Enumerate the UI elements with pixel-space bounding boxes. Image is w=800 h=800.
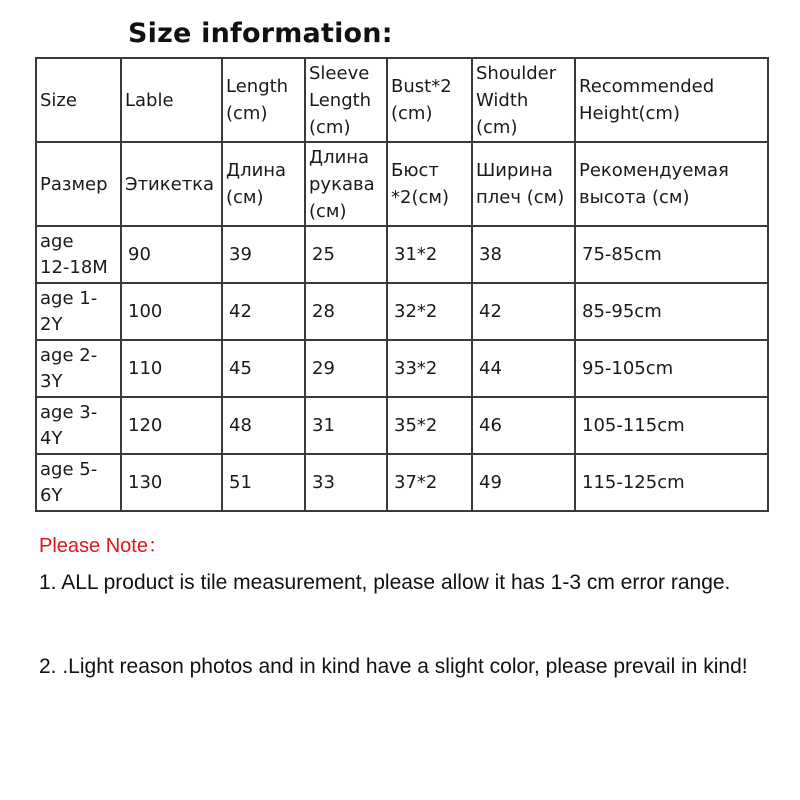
cell-shoulder: 44 [472,340,575,397]
cell-label: 120 [121,397,222,454]
size-text: 4Y [40,427,63,449]
header-text: Ширина [476,160,553,181]
cell-length: 42 [222,283,305,340]
cell-sleeve: 25 [305,226,387,283]
header-text: Длина [309,146,370,168]
cell-size [36,454,121,511]
header-text: Length [309,89,372,111]
cell-bust: 35*2 [387,397,472,454]
header-text: Height(cm) [579,103,680,124]
table-row [36,283,768,340]
header-text: Size [40,89,77,111]
header-text: *2(см) [391,187,449,208]
header-cell-height [575,142,768,226]
header-cell-size [36,58,121,142]
size-text: 6Y [40,484,63,506]
cell-sleeve: 31 [305,397,387,454]
header-text: плеч (см) [476,187,565,208]
header-text: рукава [309,173,375,195]
cell-size [36,340,121,397]
header-text: (cm) [309,116,351,138]
header-text: (cm) [476,116,518,138]
size-text: age [40,230,74,252]
cell-size [36,283,121,340]
header-text: (cm) [391,103,433,124]
cell-length: 45 [222,340,305,397]
header-text: Bust*2 [391,76,452,97]
header-text: (см) [309,200,347,222]
cell-shoulder: 42 [472,283,575,340]
header-text: (см) [226,187,264,208]
cell-height: 105-115cm [575,397,768,454]
cell-bust: 32*2 [387,283,472,340]
cell-length: 39 [222,226,305,283]
cell-bust: 31*2 [387,226,472,283]
note-item-2: 2. .Light reason photos and in kind have a slight color, please prevail in kind! [39,655,748,678]
header-cell-bust [387,142,472,226]
cell-height: 85-95cm [575,283,768,340]
cell-length: 48 [222,397,305,454]
cell-sleeve: 33 [305,454,387,511]
cell-length: 51 [222,454,305,511]
header-cell-length [222,142,305,226]
header-text: (cm) [226,103,268,124]
header-cell-label [121,142,222,226]
cell-label: 100 [121,283,222,340]
size-text: age 3- [40,401,98,423]
table-row [36,397,768,454]
table-row [36,226,768,283]
header-text: Lable [125,89,174,111]
header-text: Размер [40,173,108,195]
size-text: 2Y [40,313,63,335]
size-text: 12-18M [40,256,108,278]
cell-bust: 37*2 [387,454,472,511]
cell-label: 90 [121,226,222,283]
cell-sleeve: 29 [305,340,387,397]
cell-size [36,226,121,283]
cell-bust: 33*2 [387,340,472,397]
header-text: Recommended [579,76,715,97]
table-row [36,340,768,397]
header-row-russian [36,142,768,226]
cell-height: 75-85cm [575,226,768,283]
cell-label: 130 [121,454,222,511]
header-cell-sleeve [305,58,387,142]
header-cell-bust [387,58,472,142]
table-row [36,454,768,511]
page-title: Size information: [128,18,393,49]
header-text: Рекомендуемая [579,160,729,181]
header-cell-shoulder [472,58,575,142]
header-text: Length [226,76,289,97]
header-cell-label [121,58,222,142]
header-cell-sleeve [305,142,387,226]
size-text: age 2- [40,344,98,366]
header-text: Sleeve [309,62,370,84]
cell-shoulder: 49 [472,454,575,511]
cell-shoulder: 38 [472,226,575,283]
header-cell-shoulder [472,142,575,226]
note-item-1: 1. ALL product is tile measurement, please allow it has 1-3 cm error range. [39,571,731,594]
header-text: Этикетка [125,173,215,195]
cell-label: 110 [121,340,222,397]
header-cell-length [222,58,305,142]
size-text: age 1- [40,287,98,309]
header-text: Shoulder [476,62,557,84]
note-title: Please Note： [39,535,168,557]
header-row-english [36,58,768,142]
size-text: age 5- [40,458,98,480]
size-text: 3Y [40,370,63,392]
header-cell-size [36,142,121,226]
cell-size [36,397,121,454]
header-text: Width [476,89,529,111]
header-text: высота (см) [579,187,690,208]
cell-height: 115-125cm [575,454,768,511]
size-table [35,57,769,512]
cell-shoulder: 46 [472,397,575,454]
header-text: Бюст [391,160,439,181]
header-cell-height [575,58,768,142]
cell-sleeve: 28 [305,283,387,340]
cell-height: 95-105cm [575,340,768,397]
header-text: Длина [226,160,287,181]
